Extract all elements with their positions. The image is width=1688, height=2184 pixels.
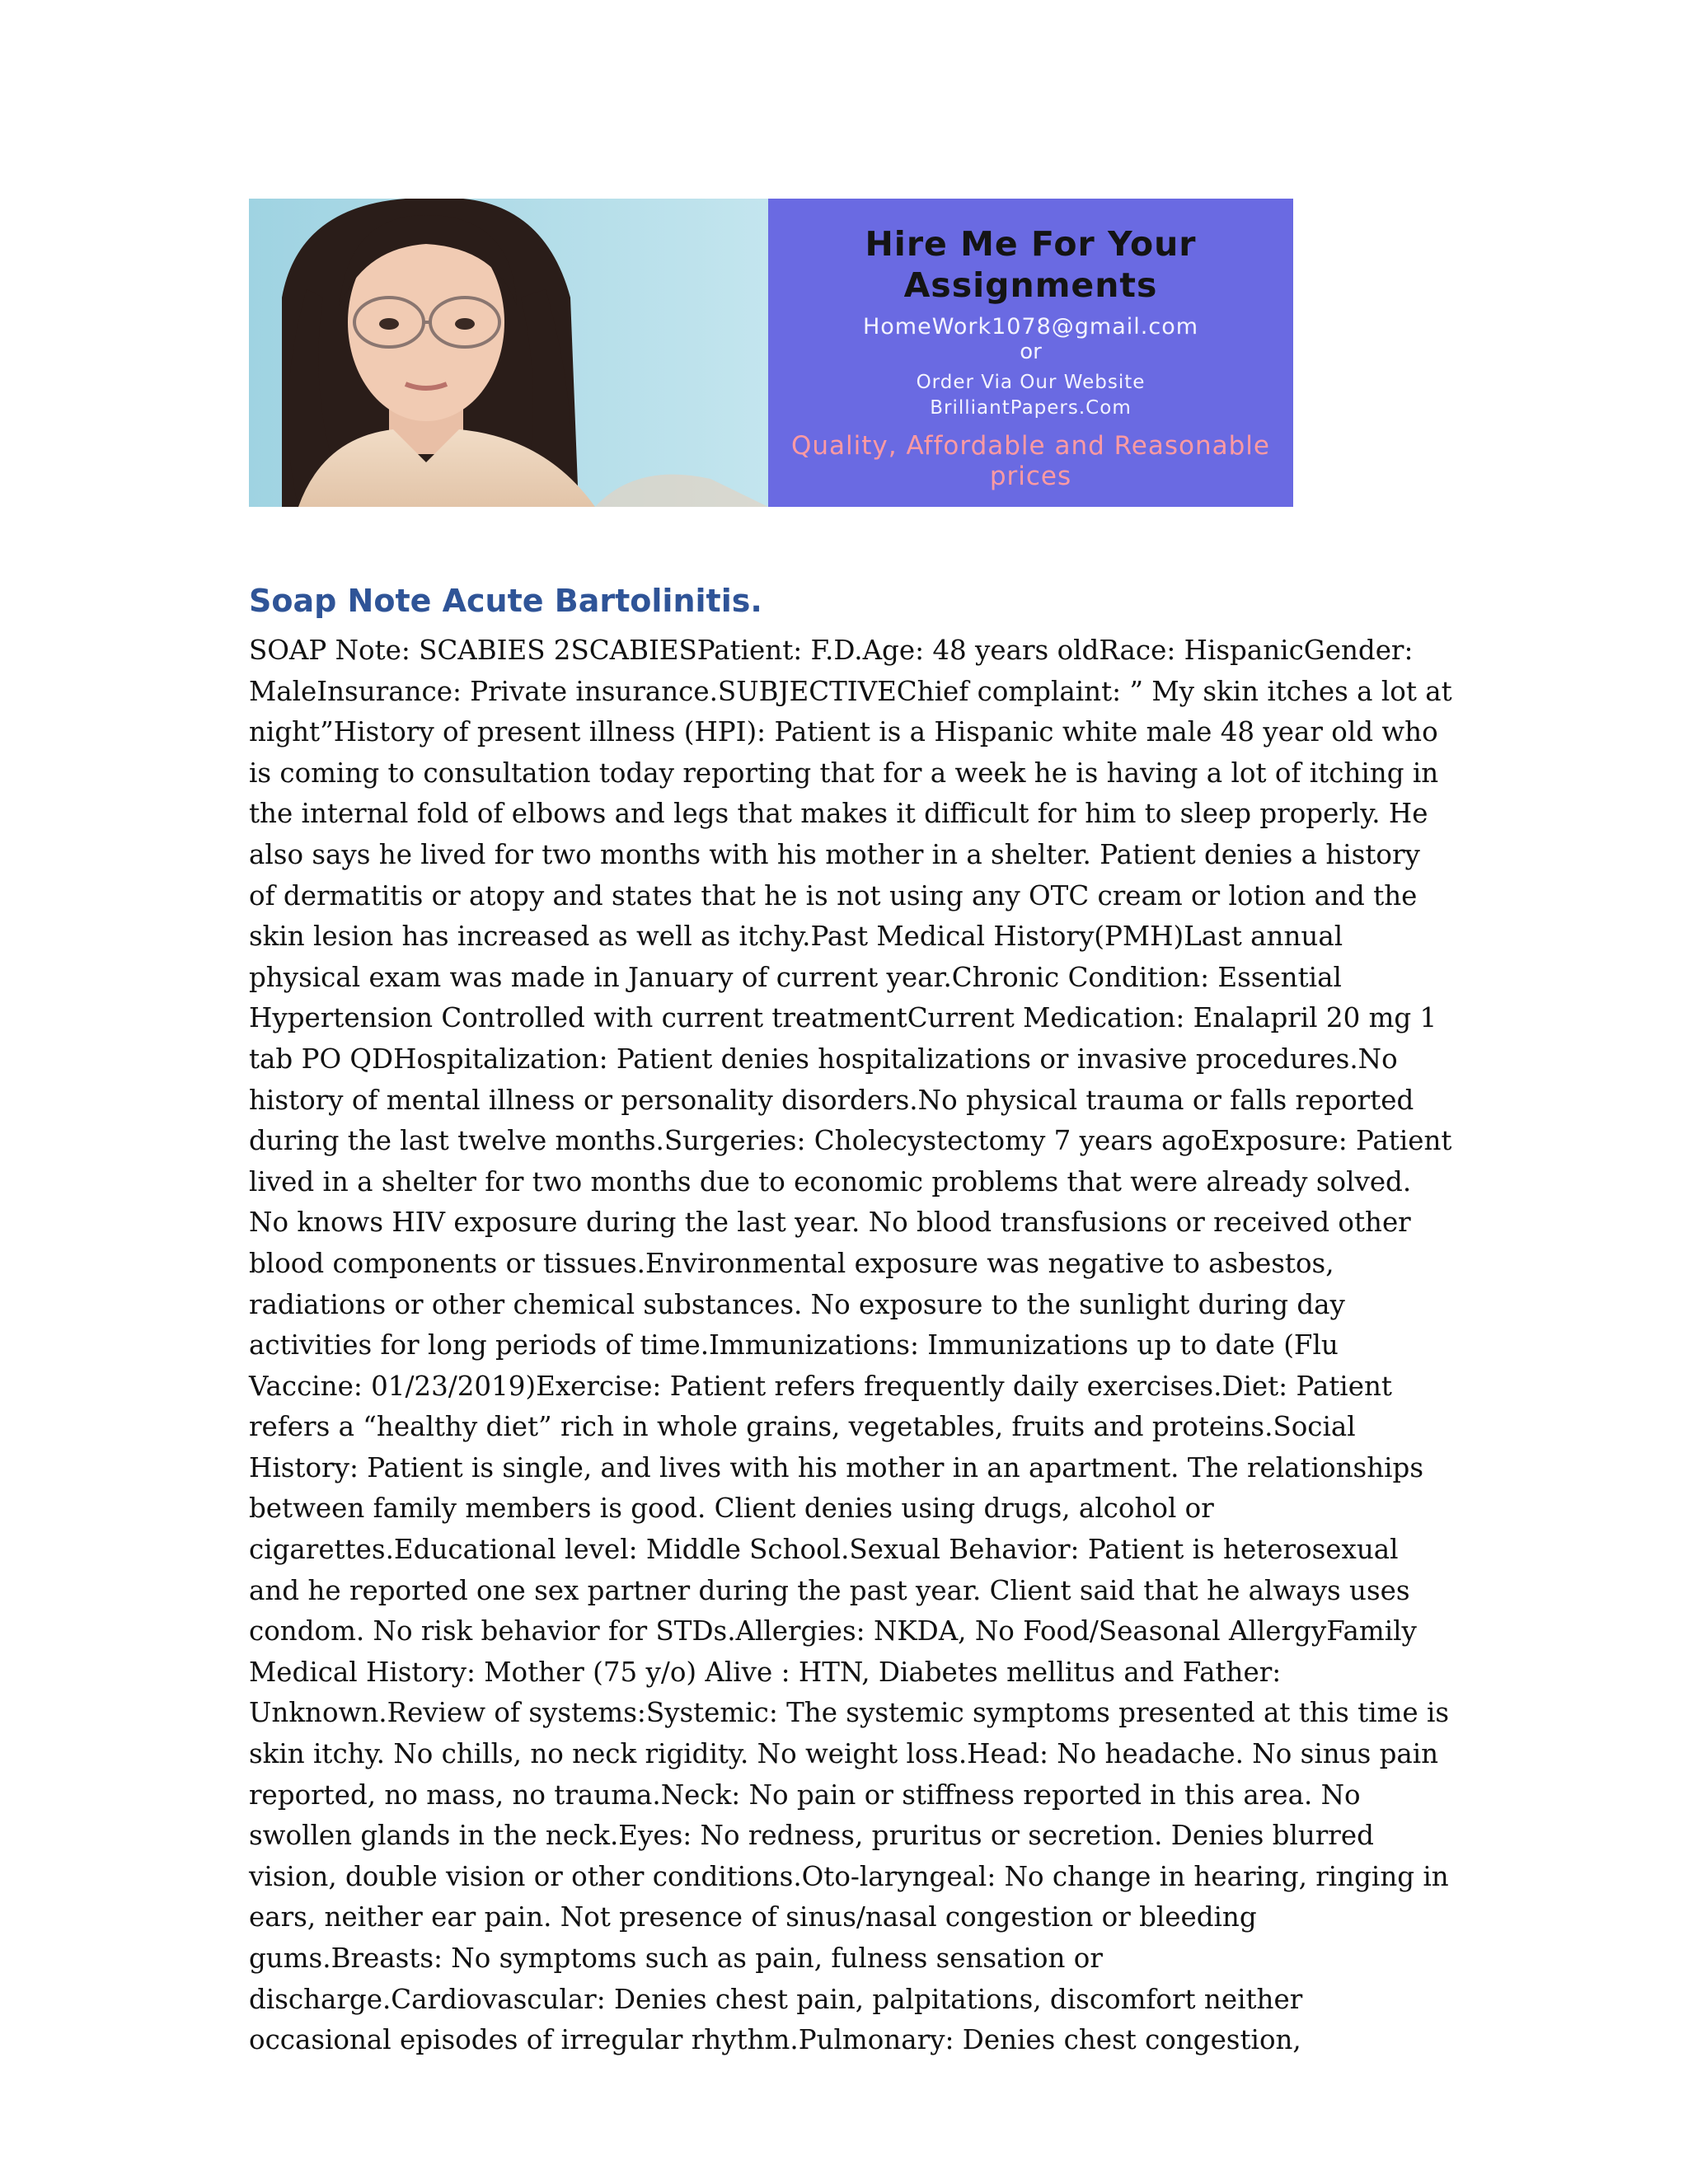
banner-website-link[interactable]: BrilliantPapers.Com: [930, 397, 1132, 419]
document-title: Soap Note Acute Bartolinitis.: [249, 583, 762, 619]
banner-headline: Hire Me For Your Assignments: [865, 224, 1197, 305]
banner-or-text: or: [1020, 340, 1042, 364]
banner-tagline: Quality, Affordable and Reasonable prices: [791, 431, 1270, 491]
banner-email-link[interactable]: HomeWork1078@gmail.com: [862, 314, 1199, 340]
banner-website-block[interactable]: [768, 370, 1293, 421]
advertisement-banner[interactable]: [249, 199, 1293, 507]
banner-ad-panel[interactable]: [768, 199, 1293, 507]
woman-portrait-image: [249, 199, 768, 507]
banner-photo: [249, 199, 768, 507]
banner-website-line: Order Via Our Website: [916, 372, 1146, 393]
document-body-text: SOAP Note: SCABIES 2SCABIESPatient: F.D.Age: 48 years oldRace: HispanicGender: MaleInsurance: Private insurance.SUBJECTIVEChief complaint: ” My skin itches a lot at night”History of present illness (HPI): Patient is a Hispanic white male 48 year old who is coming to consultation today reporting that for a week he is having a lot of itching in the internal fold of elbows and legs that makes it difficult for him to sleep properly. He also says he lived for two months with his mother in a shelter. Patient denies a history of dermatitis or atopy and states that he is not using any OTC cream or lotion and the skin lesion has increased as well as itchy.Past Medical History(PMH)Last annual physical exam was made in January of current year.Chronic Condition: Essential Hypertension Controlled with current treatmentCurrent Medication: Enalapril 20 mg 1 tab PO QDHospitalization: Patient denies hospitalizations or invasive procedures.No history of mental illness or personality disorders.No physical trauma or falls reported during the last twelve months.Surgeries: Cholecystectomy 7 years agoExposure: Patient lived in a shelter for two months due to economic problems that were already solved. No knows HIV exposure during the last year. No blood transfusions or received other blood components or tissues.Environmental exposure was negative to asbestos, radiations or other chemical substances. No exposure to the sunlight during day activities for long periods of time.Immunizations: Immunizations up to date (Flu Vaccine: 01/23/2019)Exercise: Patient refers frequently daily exercises.Diet: Patient refers a “healthy diet” rich in whole grains, vegetables, fruits and proteins.Social History: Patient is single, and lives with his mother in an apartment. The relationships between family members is good. Client denies using drugs, alcohol or cigarettes.Educational level: Middle School.Sexual Behavior: Patient is heterosexual and he reported one sex partner during the past year. Client said that he always uses condom. No risk behavior for STDs.Allergies: NKDA, No Food/Seasonal AllergyFamily Medical History: Mother (75 y/o) Alive : HTN, Diabetes mellitus and Father: Unknown.Review of systems:Systemic: The systemic symptoms presented at this time is skin itchy. No chills, no neck rigidity. No weight loss.Head: No headache. No sinus pain reported, no mass, no trauma.Neck: No pain or stiffness reported in this area. No swollen glands in the neck.Eyes: No redness, pruritus or secretion. Denies blurred vision, double vision or other conditions.Oto-laryngeal: No change in hearing, ringing in ears, neither ear pain. Not presence of sinus/nasal congestion or bleeding gums.Breasts: No symptoms such as pain, fulness sensation or discharge.Cardiovascular: Denies chest pain, palpitations, discomfort neither occasional episodes of irregular rhythm.Pulmonary: Denies chest congestion,: [249, 635, 1452, 2056]
